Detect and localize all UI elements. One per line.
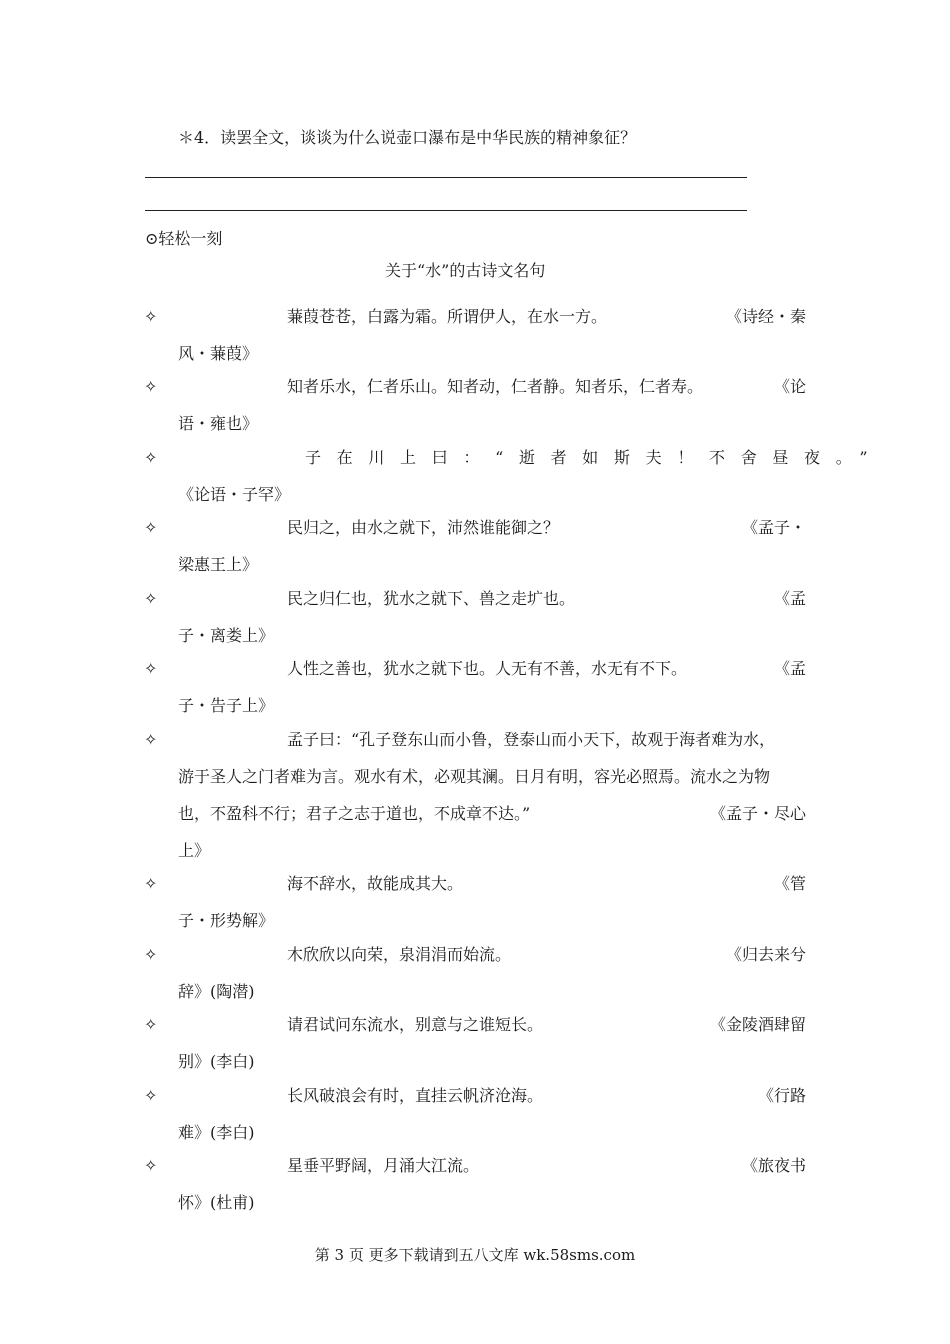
quote-source: 《孟子・: [741, 518, 806, 537]
page-footer: 第 3 页 更多下载请到五八文库 wk.58sms.com: [314, 1246, 636, 1264]
quote-text: 知者乐水，仁者乐山。知者动，仁者静。知者乐，仁者寿。: [287, 377, 704, 396]
quote-source: 《论: [773, 377, 806, 396]
bullet-icon: ✧: [144, 1156, 158, 1175]
quote-text: 星垂平野阔，月涌大江流。: [287, 1156, 480, 1175]
bullet-icon: ✧: [144, 307, 158, 326]
quote-source: 《归去来兮: [725, 945, 806, 964]
quote-source: 《孟子・尽心: [709, 804, 806, 823]
quote-source-cont: 难》(李白): [178, 1123, 255, 1142]
quote-source: 《金陵酒肆留: [709, 1015, 806, 1034]
quote-source: 《管: [773, 874, 806, 893]
quote-source: 《论语・子罕》: [178, 485, 291, 504]
bullet-icon: ✧: [144, 659, 158, 678]
quote-source-cont: 怀》(杜甫): [178, 1193, 255, 1212]
quote-source-cont: 子・形势解》: [178, 911, 275, 930]
quote-source-cont: 子・离娄上》: [178, 626, 275, 645]
bullet-icon: ✧: [144, 730, 158, 749]
quote-text: 海不辞水，故能成其大。: [287, 874, 464, 893]
quote-source-cont: 上》: [178, 841, 211, 860]
bullet-icon: ✧: [144, 377, 158, 396]
bullet-icon: ✧: [144, 1086, 158, 1105]
question-text: ＊4．读罢全文，谈谈为什么说壶口瀑布是中华民族的精神象征？: [178, 128, 637, 147]
quote-source-cont: 辞》(陶潜): [178, 982, 255, 1001]
quote-source-cont: 风・蒹葭》: [178, 344, 259, 363]
section-label: ⊙轻松一刻: [145, 229, 223, 248]
quote-source: 《行路: [757, 1086, 806, 1105]
quote-source-cont: 语・雍也》: [178, 414, 259, 433]
section-title: 关于“水”的古诗文名句: [385, 261, 546, 280]
quote-text-cont: 也，不盈科不行；君子之志于道也，不成章不达。”: [178, 804, 531, 823]
quote-source: 《孟: [773, 659, 806, 678]
quote-text: 木欣欣以向荣，泉涓涓而始流。: [287, 945, 512, 964]
quote-text: 长风破浪会有时，直挂云帆济沧海。: [287, 1086, 544, 1105]
quote-source: 《旅夜书: [741, 1156, 806, 1175]
answer-line-1: [145, 177, 747, 178]
quote-source-cont: 别》(李白): [178, 1052, 255, 1071]
bullet-icon: ✧: [144, 945, 158, 964]
quote-text: 孟子曰：“孔子登东山而小鲁，登泰山而小天下，故观于海者难为水，: [287, 730, 776, 749]
bullet-icon: ✧: [144, 589, 158, 608]
quote-text: 民之归仁也，犹水之就下、兽之走圹也。: [287, 589, 576, 608]
answer-line-2: [145, 210, 747, 211]
quote-source: 《孟: [773, 589, 806, 608]
quote-source-cont: 子・告子上》: [178, 696, 275, 715]
quote-text: 蒹葭苍苍，白露为霜。所谓伊人，在水一方。: [287, 307, 608, 326]
quote-text: 人性之善也，犹水之就下也。人无有不善，水无有不下。: [287, 659, 688, 678]
quote-text: 请君试问东流水，别意与之谁短长。: [287, 1015, 544, 1034]
quote-source: 《诗经・秦: [725, 307, 806, 326]
bullet-icon: ✧: [144, 518, 158, 537]
quote-text-cont: 游于圣人之门者难为言。观水有术，必观其澜。日月有明，容光必照焉。流水之为物: [178, 767, 771, 786]
quote-source-cont: 梁惠王上》: [178, 555, 259, 574]
quote-text: 子在川上曰：“逝者如斯夫！不舍昼夜。”: [305, 448, 884, 467]
bullet-icon: ✧: [144, 448, 158, 467]
bullet-icon: ✧: [144, 874, 158, 893]
quote-text: 民归之，由水之就下，沛然谁能御之？: [287, 518, 560, 537]
bullet-icon: ✧: [144, 1015, 158, 1034]
